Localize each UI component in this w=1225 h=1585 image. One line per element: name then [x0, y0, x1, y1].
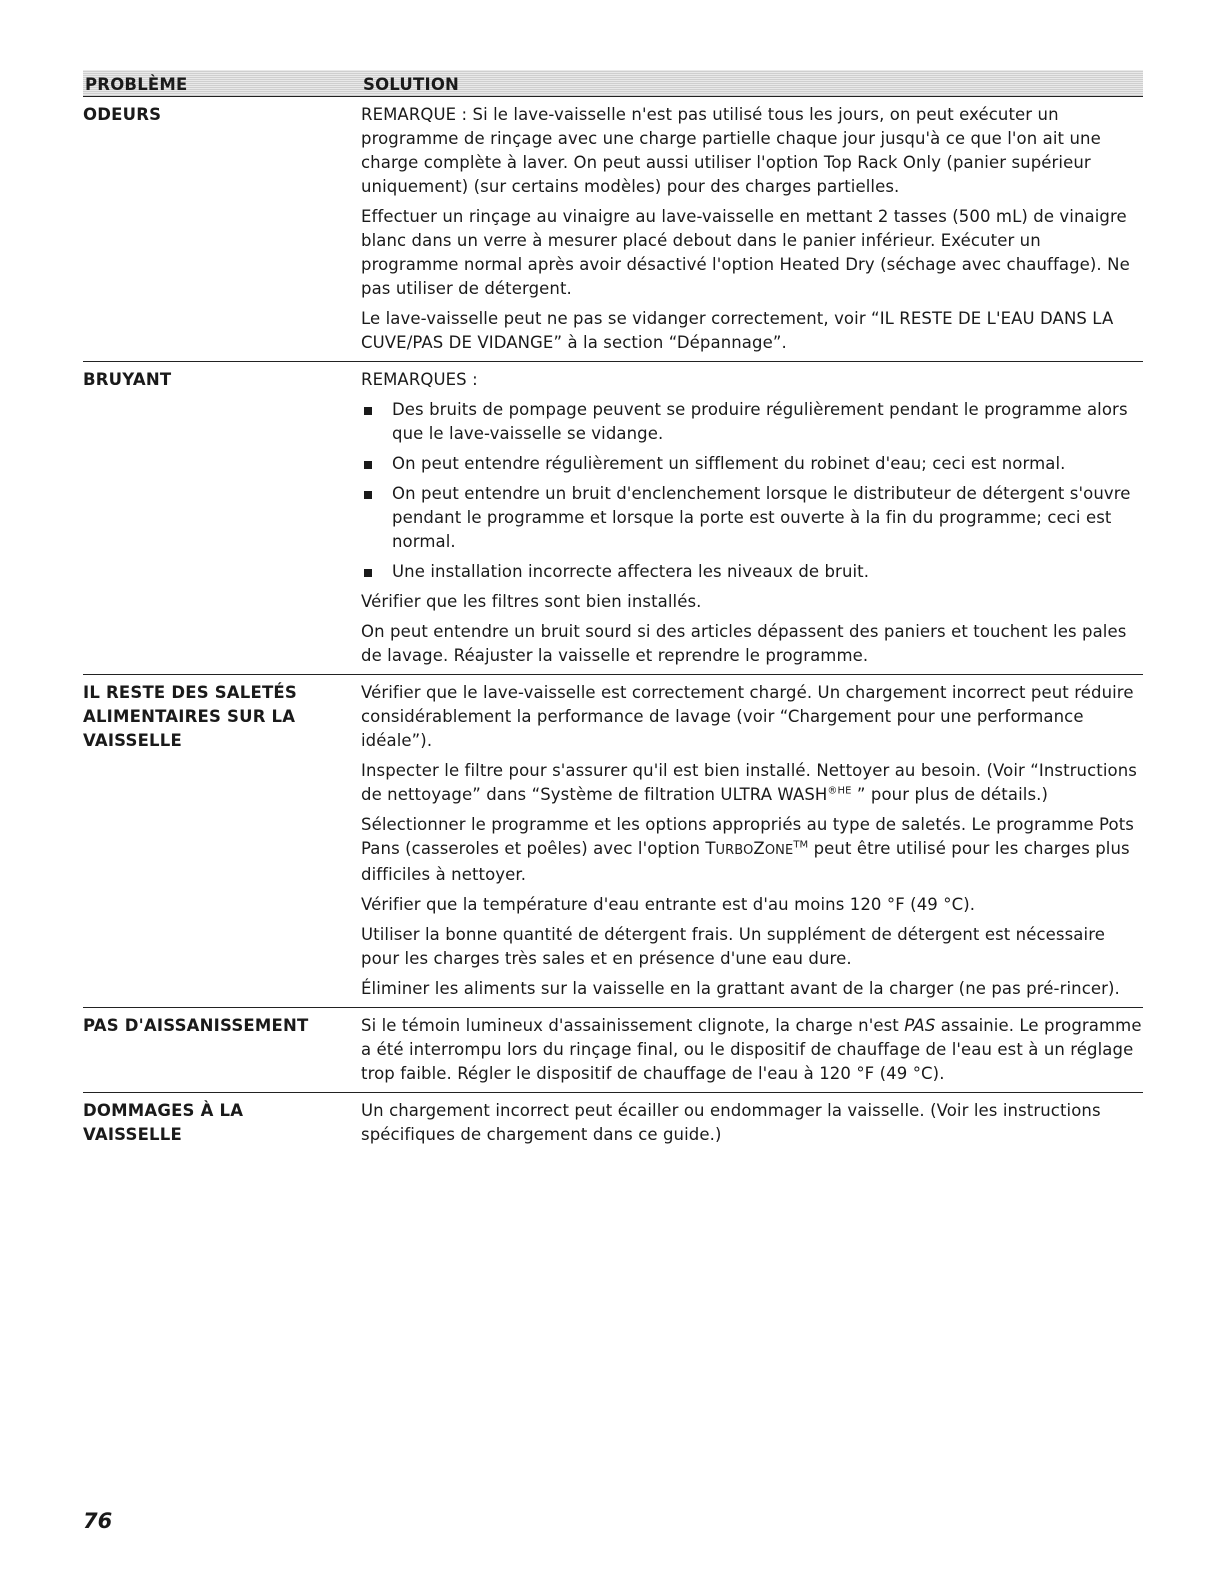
table-row: [83, 1093, 1143, 1153]
bullet-square-icon: [364, 461, 372, 469]
bullet-item: Une installation incorrecte affectera les niveaux de bruit.: [361, 560, 1143, 584]
header-problem: PROBLÈME: [85, 75, 188, 94]
bullet-square-icon: [364, 569, 372, 577]
solution-paragraph: REMARQUE : Si le lave-vaisselle n'est pas utilisé tous les jours, on peut exécuter un programme de rinçage avec une charge partielle chaque jour jusqu'à ce que l'on ait une charge complète à laver. On peut aussi utiliser l'option Top Rack Only (panier supérieur uniquement) (sur certains modèles) pour des charges partielles.: [361, 105, 1101, 196]
table-row: [83, 675, 1143, 1008]
table-row: [83, 97, 1143, 362]
table-row: [83, 362, 1143, 675]
solution-paragraph: Inspecter le filtre pour s'assurer qu'il est bien installé. Nettoyer au besoin. (Voir “Instructions de nettoyage” dans “Système de filtration ULTRA $WASH^{®HE}$ ” pour plus de détails.): [361, 761, 1137, 804]
problem-label: BRUYANT: [83, 370, 172, 389]
solution-paragraph: Éliminer les aliments sur la vaisselle en la grattant avant de la charger (ne pas pré-rincer).: [361, 979, 1120, 998]
header-solution: SOLUTION: [363, 75, 460, 94]
solution-paragraph: Effectuer un rinçage au vinaigre au lave-vaisselle en mettant 2 tasses (500 mL) de vinaigre blanc dans un verre à mesurer placé debout dans le panier inférieur. Exécuter un programme normal après avoir désactivé l'option Heated Dry (séchage avec chauffage). Ne pas utiliser de détergent.: [361, 207, 1130, 298]
bullet-item: On peut entendre un bruit d'enclenchement lorsque le distributeur de détergent s'ouvre pendant le programme et lorsque la porte est ouverte à la fin du programme; ceci est normal.: [361, 482, 1143, 554]
solution-paragraph: Le lave-vaisselle peut ne pas se vidanger correctement, voir “IL RESTE DE L'EAU DANS LA CUVE/PAS DE VIDANGE” à la section “Dépannage”.: [361, 309, 1114, 352]
solution-paragraph: Un chargement incorrect peut écailler ou endommager la vaisselle. (Voir les instructions spécifiques de chargement dans ce guide.): [361, 1101, 1101, 1144]
bullet-square-icon: [364, 491, 372, 499]
solution-paragraph: On peut entendre un bruit sourd si des articles dépassent des paniers et touchent les pales de lavage. Réajuster la vaisselle et reprendre le programme.: [361, 622, 1127, 665]
table-row: [83, 1008, 1143, 1093]
bullet-item: On peut entendre régulièrement un sifflement du robinet d'eau; ceci est normal.: [361, 452, 1143, 476]
solution-intro: REMARQUES :: [361, 370, 478, 389]
solution-paragraph: Sélectionner le programme et les options appropriés au type de saletés. Le programme Pots Pans (casseroles et poêles) avec l'option TURBOZONE™ peut être utilisé pour les charges plus difficiles à nettoyer.: [361, 815, 1134, 884]
solution-paragraph: Vérifier que la température d'eau entrante est d'au moins 120 °F (49 °C).: [361, 895, 976, 914]
troubleshooting-table: [83, 70, 1143, 1153]
solution-paragraph: Si le témoin lumineux d'assainissement clignote, la charge n'est PAS assainie. Le programme a été interrompu lors du rinçage final, ou le dispositif de chauffage de l'eau est à un réglage trop faible. Régler le dispositif de chauffage de l'eau à 120 °F (49 °C).: [361, 1016, 1142, 1083]
table-header: [83, 70, 1143, 97]
page-number: 76: [83, 1509, 113, 1533]
problem-label: IL RESTE DES SALETÉS ALIMENTAIRES SUR LA VAISSELLE: [83, 683, 297, 750]
solution-paragraph: Vérifier que le lave-vaisselle est correctement chargé. Un chargement incorrect peut réduire considérablement la performance de lavage (voir “Chargement pour une performance idéale”).: [361, 683, 1134, 750]
solution-paragraph: Vérifier que les filtres sont bien installés.: [361, 592, 702, 611]
bullet-square-icon: [364, 407, 372, 415]
solution-paragraph: Utiliser la bonne quantité de détergent frais. Un supplément de détergent est nécessaire pour les charges très sales et en présence d'une eau dure.: [361, 925, 1105, 968]
problem-label: ODEURS: [83, 105, 162, 124]
bullet-item: Des bruits de pompage peuvent se produire régulièrement pendant le programme alors que le lave-vaisselle se vidange.: [361, 398, 1143, 446]
problem-label: PAS D'AISSANISSEMENT: [83, 1016, 309, 1035]
problem-label: DOMMAGES À LA VAISSELLE: [83, 1101, 244, 1144]
